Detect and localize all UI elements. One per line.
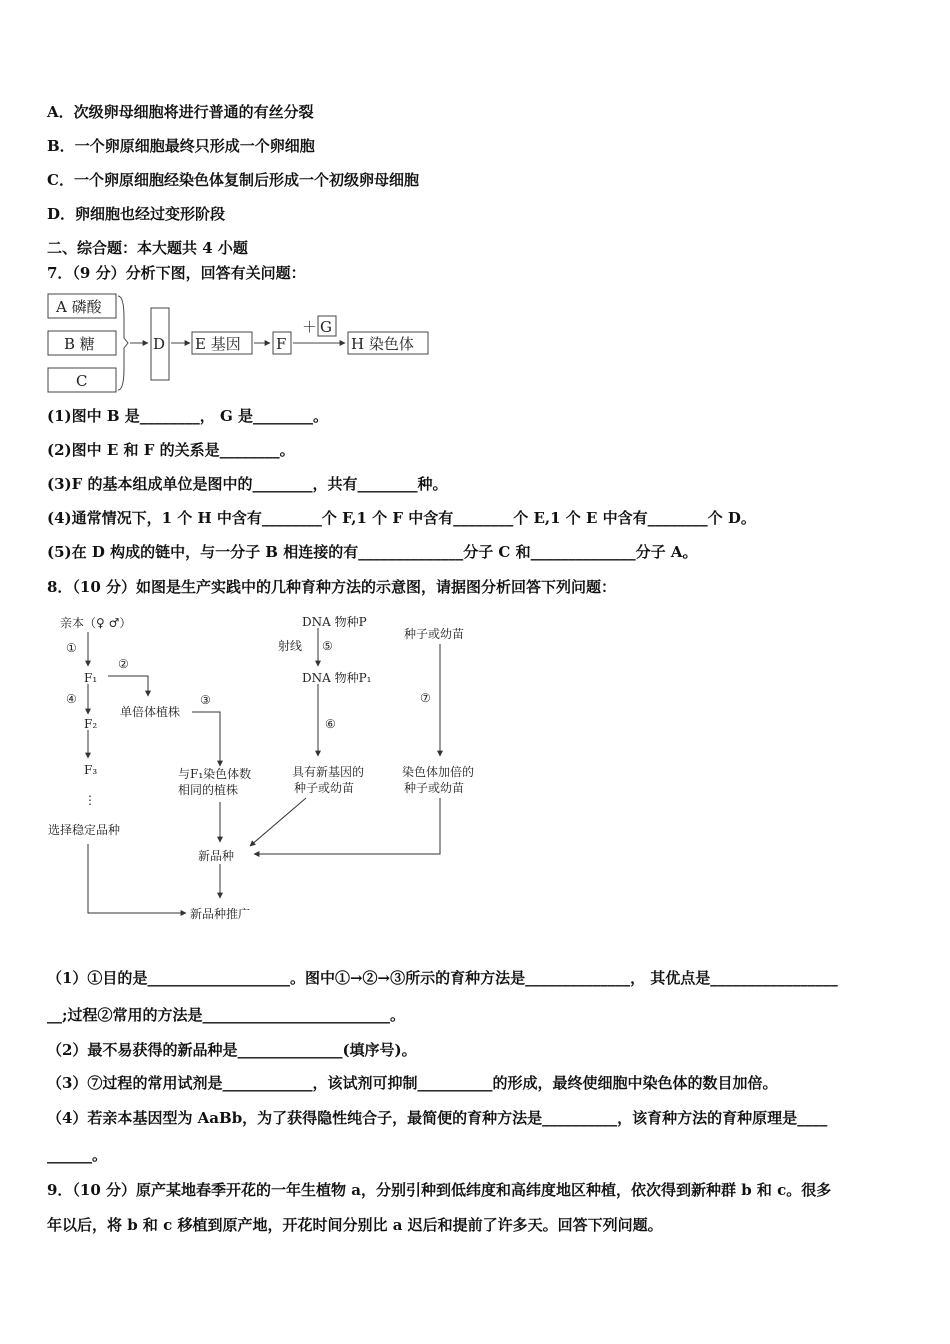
newgene-line-2: 种子或幼苗 — [294, 781, 355, 795]
double-line-2: 种子或幼苗 — [404, 781, 465, 795]
same-line-1: 与F₁染色体数 — [178, 767, 252, 781]
option-c: C．一个卵原细胞经染色体复制后形成一个初级卵母细胞 — [47, 171, 419, 189]
dna-p1-label: DNA 物种P₁ — [302, 671, 372, 685]
option-b: B．一个卵原细胞最终只形成一个卵细胞 — [47, 137, 315, 155]
label-a: A 磷酸 — [56, 298, 102, 316]
label-e: E 基因 — [195, 335, 241, 353]
stable-label: 选择稳定品种 — [48, 823, 121, 837]
promote-label: 新品种推广 — [190, 907, 251, 921]
q7-sub-3: (3)F 的基本组成单位是图中的________，共有________种。 — [47, 475, 448, 493]
haploid-label: 单倍体植株 — [120, 705, 181, 719]
same-line-2: 相同的植株 — [178, 783, 239, 797]
option-d: D．卵细胞也经过变形阶段 — [47, 205, 226, 223]
parent-label: 亲本（♀ ♂） — [60, 616, 132, 630]
q8-sub-4a: （4）若亲本基因型为 AaBb，为了获得隐性纯合子，最简便的育种方法是__________，该育种方法的育种原理是____ — [47, 1109, 828, 1127]
q8-stem: 8．（10 分）如图是生产实践中的几种育种方法的示意图，请据图分析回答下列问题： — [47, 578, 617, 596]
section-heading: 二、综合题：本大题共 4 小题 — [47, 239, 248, 257]
step-1: ① — [66, 641, 77, 655]
double-line-1: 染色体加倍的 — [402, 765, 475, 779]
label-h: H 染色体 — [351, 335, 414, 353]
label-d: D — [153, 335, 166, 353]
label-plus: ＋ — [302, 318, 318, 336]
seed-label: 种子或幼苗 — [404, 627, 465, 641]
step-5: ⑤ — [322, 639, 333, 653]
f2-label: F₂ — [84, 717, 98, 731]
q8-sub-1a: （1）①目的是___________________。图中①→②→③所示的育种方法是______________， 其优点是_________________ — [47, 969, 838, 987]
dna-p-label: DNA 物种P — [302, 615, 367, 629]
q8-diagram — [40, 606, 490, 928]
step-3: ③ — [200, 693, 211, 707]
q7-sub-5: (5)在 D 构成的链中，与一分子 B 相连接的有______________分子 C 和______________分子 A。 — [47, 543, 698, 561]
step-6: ⑥ — [325, 717, 336, 731]
ray-label: 射线 — [278, 639, 303, 653]
step-2: ② — [118, 657, 129, 671]
brace — [118, 296, 128, 390]
label-f: F — [276, 335, 287, 353]
newgene-line-1: 具有新基因的 — [292, 765, 365, 779]
q7-diagram — [40, 288, 440, 396]
dots: ⋮ — [84, 793, 96, 807]
step-7: ⑦ — [420, 691, 431, 705]
q9-line-1: 9．（10 分）原产某地春季开花的一年生植物 a，分别引种到低纬度和高纬度地区种植，依次得到新种群 b 和 c。很多 — [47, 1181, 832, 1199]
label-g: G — [320, 318, 332, 336]
label-c: C — [76, 372, 88, 390]
f3-label: F₃ — [84, 763, 98, 777]
option-a: A．次级卵母细胞将进行普通的有丝分裂 — [47, 103, 314, 121]
q7-sub-1: (1)图中 B 是________， G 是________。 — [47, 407, 329, 425]
f1-label: F₁ — [84, 671, 98, 685]
q8-sub-2: （2）最不易获得的新品种是______________(填序号)。 — [47, 1041, 417, 1059]
step-4: ④ — [66, 692, 77, 706]
q8-sub-3: （3）⑦过程的常用试剂是____________，该试剂可抑制__________的形成，最终使细胞中染色体的数目加倍。 — [47, 1074, 778, 1092]
q7-sub-4: (4)通常情况下，1 个 H 中含有________个 F,1 个 F 中含有________个 E,1 个 E 中含有________个 D。 — [47, 509, 756, 527]
q9-line-2: 年以后，将 b 和 c 移植到原产地，开花时间分别比 a 迟后和提前了许多天。回答下列问题。 — [47, 1216, 663, 1234]
q7-sub-2: (2)图中 E 和 F 的关系是________。 — [47, 441, 295, 459]
label-b: B 糖 — [64, 335, 95, 353]
q8-sub-4b: ______。 — [47, 1146, 108, 1164]
newvar-label: 新品种 — [198, 849, 235, 863]
q8-sub-1b: __;过程②常用的方法是_________________________。 — [47, 1006, 406, 1024]
q7-stem: 7．（9 分）分析下图，回答有关问题： — [47, 264, 306, 282]
